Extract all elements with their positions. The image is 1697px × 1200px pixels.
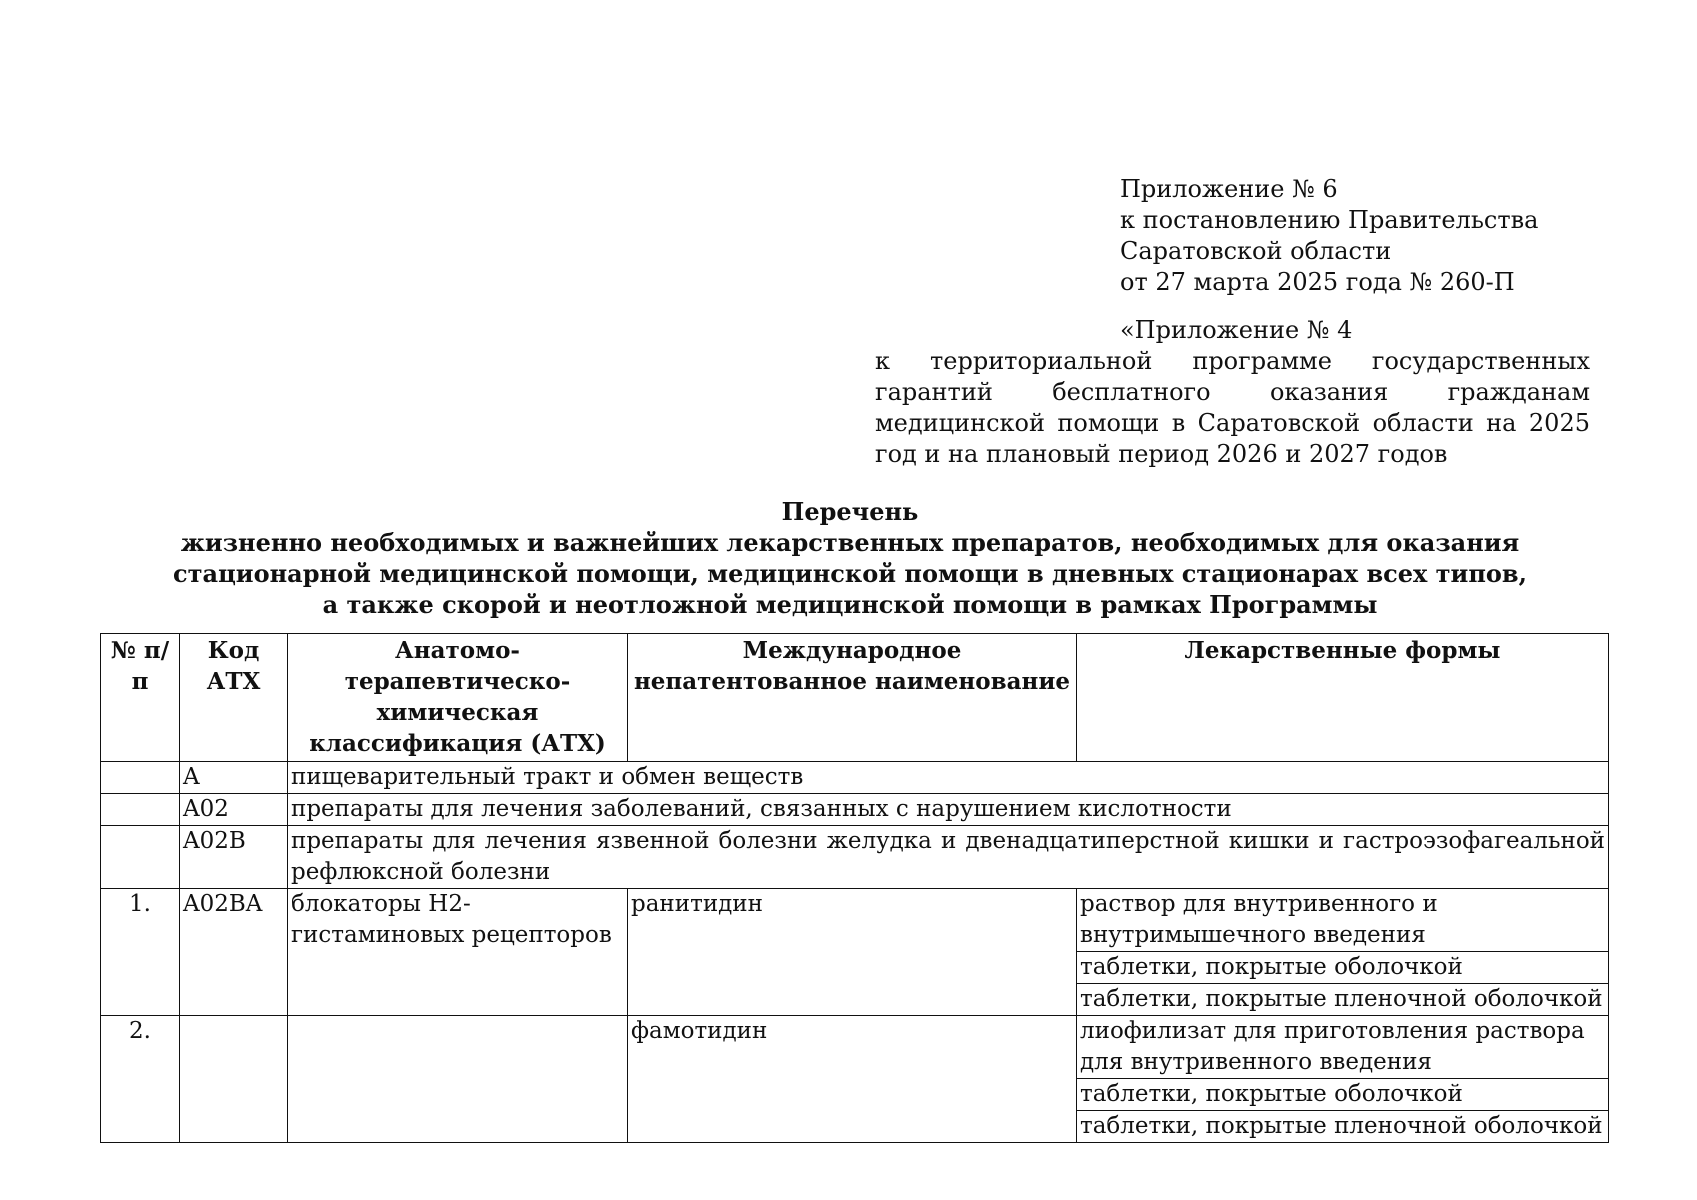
entry-code: A02BA	[180, 889, 288, 1016]
entry-form: таблетки, покрытые оболочкой	[1077, 952, 1609, 984]
heading-line: жизненно необходимых и важнейших лекарственных препаратов, необходимых для оказания	[180, 528, 1520, 557]
header-inn: Международное непатентованное наименование	[628, 634, 1077, 762]
heading-line: а также скорой и неотложной медицинской помощи в рамках Программы	[322, 590, 1378, 619]
group-num-cell	[101, 762, 180, 794]
group-code: A02	[180, 794, 288, 826]
entry-inn: ранитидин	[628, 889, 1077, 1016]
header-num: № п/п	[101, 634, 180, 762]
entry-form: таблетки, покрытые пленочной оболочкой	[1077, 984, 1609, 1016]
group-code: A02B	[180, 826, 288, 889]
group-row	[101, 826, 1609, 889]
header-code: Код АТХ	[180, 634, 288, 762]
header-forms: Лекарственные формы	[1077, 634, 1609, 762]
group-text: препараты для лечения заболеваний, связанных с нарушением кислотности	[288, 794, 1609, 826]
appendix-line: от 27 марта 2025 года № 260-П	[1120, 268, 1515, 296]
entry-num: 2.	[101, 1016, 180, 1143]
document-heading	[100, 496, 1600, 620]
table-header-row	[101, 634, 1609, 762]
entry-num: 1.	[101, 889, 180, 1016]
group-num-cell	[101, 794, 180, 826]
drug-row	[101, 889, 1609, 952]
group-row	[101, 762, 1609, 794]
appendix-block	[1120, 174, 1538, 298]
entry-code	[180, 1016, 288, 1143]
drug-list-table	[100, 633, 1609, 1143]
group-row	[101, 794, 1609, 826]
entry-form: таблетки, покрытые пленочной оболочкой	[1077, 1111, 1609, 1143]
group-num-cell	[101, 826, 180, 889]
entry-classification	[288, 1016, 628, 1143]
heading-title: Перечень	[781, 497, 919, 526]
appendix-line: к постановлению Правительства	[1120, 206, 1539, 234]
annex-body: к территориальной программе государственных гарантий бесплатного оказания гражданам медицинской помощи в Саратовской области на 2025 год и на плановый период 2026 и 2027 годов	[875, 347, 1590, 468]
appendix-line: Саратовской области	[1120, 237, 1392, 265]
group-code: A	[180, 762, 288, 794]
heading-line: стационарной медицинской помощи, медицинской помощи в дневных стационарах всех типов,	[173, 559, 1527, 588]
entry-classification: блокаторы H2-гистаминовых рецепторов	[288, 889, 628, 1016]
header-classification: Анатомо-терапевтическо-химическая классификация (АТХ)	[288, 634, 628, 762]
entry-form: лиофилизат для приготовления раствора для внутривенного введения	[1077, 1016, 1609, 1079]
entry-inn: фамотидин	[628, 1016, 1077, 1143]
group-text: пищеварительный тракт и обмен веществ	[288, 762, 1609, 794]
entry-form: раствор для внутривенного и внутримышечного введения	[1077, 889, 1609, 952]
entry-form: таблетки, покрытые оболочкой	[1077, 1079, 1609, 1111]
drug-row	[101, 1016, 1609, 1079]
annex-title: «Приложение № 4	[1120, 316, 1353, 344]
group-text: препараты для лечения язвенной болезни желудка и двенадцатиперстной кишки и гастроэзофагеальной рефлюксной болезни	[288, 826, 1609, 889]
annex-reference	[875, 315, 1590, 470]
appendix-line: Приложение № 6	[1120, 175, 1338, 203]
